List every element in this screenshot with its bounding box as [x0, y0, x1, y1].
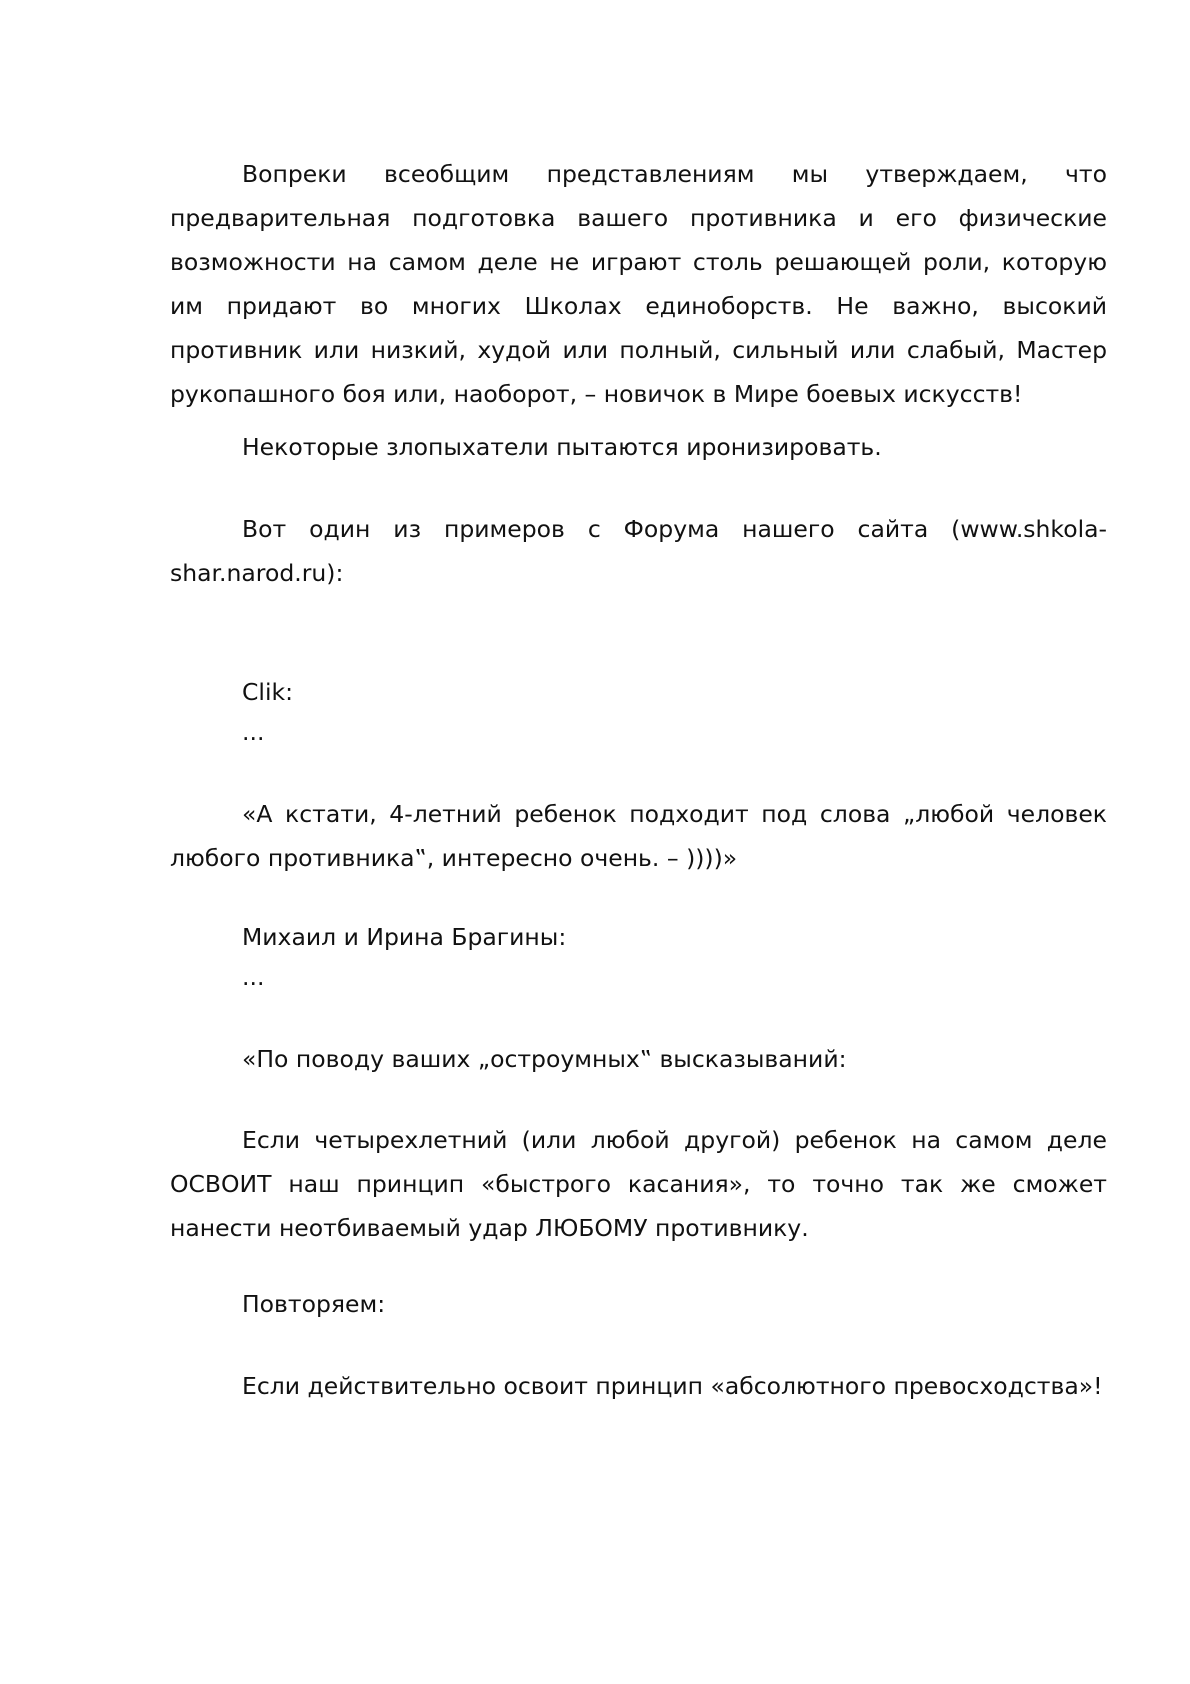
reply-intro: «По поводу ваших „остроумных‟ высказываний:: [242, 1045, 847, 1073]
forum-author-bragins: Михаил и Ирина Брагины:: [242, 923, 567, 951]
reply-conclusion: Если действительно освоит принцип «абсолютного превосходства»!: [242, 1372, 1103, 1400]
forum-author-clik: Clik:: [242, 678, 293, 706]
ellipsis-2: ...: [242, 963, 265, 991]
paragraph-intro: Вопреки всеобщим представлениям мы утверждаем, что предварительная подготовка вашего противника и его физические возможности на самом деле не играют столь решающей роли, которую им придают во многих Школах единоборств. Не важно, высокий противник или низкий, худой или полный, сильный или слабый, Мастер рукопашного боя или, наоборот, – новичок в Мире боевых искусств!: [170, 160, 1107, 408]
forum-quote-clik: «А кстати, 4-летний ребенок подходит под слова „любой человек любого противника‟, интересно очень. – ))))»: [170, 800, 1107, 872]
reply-paragraph-child: Если четырехлетний (или любой другой) ребенок на самом деле ОСВОИТ наш принцип «быстрого касания», то точно так же сможет нанести неотбиваемый удар ЛЮБОМУ противнику.: [170, 1126, 1107, 1242]
reply-repeat: Повторяем:: [242, 1290, 386, 1318]
paragraph-forum-example: Вот один из примеров с Форума нашего сайта (www.shkola-shar.narod.ru):: [170, 515, 1107, 587]
paragraph-critics: Некоторые злопыхатели пытаются иронизировать.: [242, 433, 882, 461]
ellipsis-1: ...: [242, 718, 265, 746]
